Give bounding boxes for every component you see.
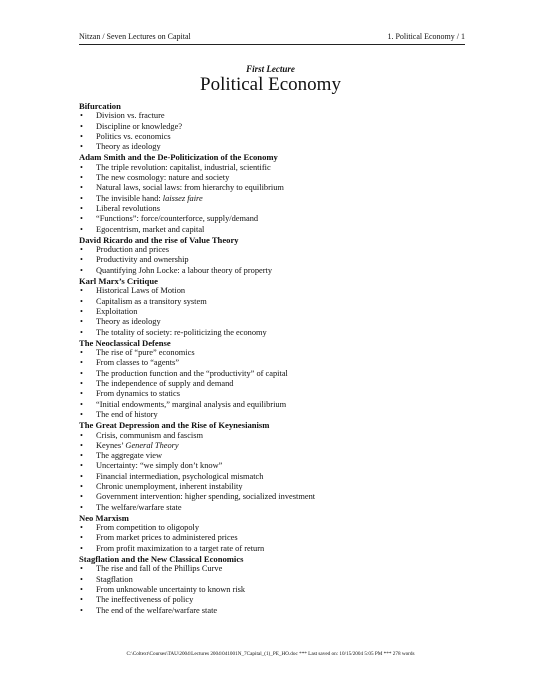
bullet-text: Egocentrism, market and capital	[96, 224, 205, 234]
bullet-text: Discipline or knowledge?	[96, 121, 183, 131]
bullet-item	[79, 297, 479, 307]
bullet-item	[79, 307, 479, 317]
bullet-text: Productivity and ownership	[96, 255, 189, 265]
bullet-item	[79, 523, 479, 533]
bullet-item	[79, 441, 479, 451]
bullet-item	[79, 245, 479, 255]
bullet-item	[79, 585, 479, 595]
lecture-number: First Lecture	[246, 64, 295, 74]
bullet-text: The invisible hand:	[96, 193, 163, 203]
bullet-item	[79, 183, 479, 193]
bullet-text: The independence of supply and demand	[96, 379, 234, 389]
bullet-italic-text: laissez faire	[162, 193, 203, 203]
bullet-list	[79, 348, 479, 420]
bullet-item	[79, 461, 479, 471]
bullet-text: Division vs. fracture	[96, 111, 165, 121]
bullet-item	[79, 389, 479, 399]
bullet-text: Politics vs. economics	[96, 131, 171, 141]
bullet-item	[79, 132, 479, 142]
bullet-item	[79, 544, 479, 554]
bullet-item	[79, 328, 479, 338]
bullet-text: The rise of “pure” economics	[96, 348, 195, 358]
outline-section	[79, 101, 479, 152]
bullet-text: Theory as ideology	[96, 142, 161, 152]
section-heading: David Ricardo and the rise of Value Theory	[79, 234, 239, 245]
bullet-item	[79, 431, 479, 441]
bullet-text: Keynes’	[96, 440, 126, 450]
bullet-item	[79, 348, 479, 358]
section-heading: The Great Depression and the Rise of Keynesianism	[79, 420, 270, 431]
bullet-list	[79, 111, 479, 152]
bullet-item	[79, 369, 479, 379]
bullet-text: The aggregate view	[96, 451, 163, 461]
outline-section	[79, 276, 479, 338]
bullet-item	[79, 214, 479, 224]
bullet-item	[79, 142, 479, 152]
bullet-text: Crisis, communism and fascism	[96, 430, 204, 440]
bullet-list	[79, 564, 479, 615]
bullet-text: The welfare/warfare state	[96, 502, 182, 512]
bullet-item	[79, 410, 479, 420]
bullet-text: The totality of society: re-politicizing the economy	[96, 327, 267, 337]
bullet-item	[79, 286, 479, 296]
bullet-item	[79, 255, 479, 265]
bullet-item	[79, 472, 479, 482]
bullet-text: “Functions”: force/counterforce, supply/demand	[96, 214, 259, 224]
bullet-text: Natural laws, social laws: from hierarchy to equilibrium	[96, 183, 284, 193]
bullet-text: From classes to “agents”	[96, 358, 180, 368]
bullet-item	[79, 606, 479, 616]
bullet-text: Uncertainty: “we simply don’t know”	[96, 461, 223, 471]
bullet-text: Quantifying John Locke: a labour theory of property	[96, 265, 273, 275]
bullet-item	[79, 163, 479, 173]
page-title: Political Economy	[200, 74, 341, 95]
bullet-item	[79, 194, 479, 204]
outline-section	[79, 420, 479, 513]
bullet-text: The rise and fall of the Phillips Curve	[96, 564, 223, 574]
bullet-item	[79, 266, 479, 276]
bullet-list	[79, 245, 479, 276]
bullet-item	[79, 173, 479, 183]
section-heading: Bifurcation	[79, 101, 121, 111]
bullet-list	[79, 286, 479, 337]
bullet-text: The end of history	[96, 409, 158, 419]
bullet-item	[79, 379, 479, 389]
bullet-text: Production and prices	[96, 245, 170, 255]
bullet-text: Government intervention: higher spending, socialized investment	[96, 492, 316, 502]
bullet-item	[79, 595, 479, 605]
bullet-text: The end of the welfare/warfare state	[96, 605, 218, 615]
bullet-item	[79, 575, 479, 585]
outline-content	[79, 101, 479, 616]
bullet-text: Historical Laws of Motion	[96, 286, 186, 296]
section-heading: Karl Marx’s Critique	[79, 276, 158, 287]
bullet-italic-text: General Theory	[125, 440, 179, 450]
bullet-list	[79, 431, 479, 513]
bullet-item	[79, 317, 479, 327]
bullet-item	[79, 492, 479, 502]
section-heading: Stagflation and the New Classical Economics	[79, 554, 244, 565]
bullet-text: Financial intermediation, psychological mismatch	[96, 471, 264, 481]
document-footer: C:\Coltext\Courses\TAU\2004\Lectures 2004\041001N_7Capital_(1)_PE_HO.doc *** Last saved on: 10/15/2004 5:05 PM *** 278 words	[126, 651, 415, 657]
bullet-text: Stagflation	[96, 574, 133, 584]
bullet-item	[79, 503, 479, 513]
section-heading: The Neoclassical Defense	[79, 337, 171, 348]
bullet-item	[79, 482, 479, 492]
bullet-text: Liberal revolutions	[96, 203, 160, 213]
bullet-text: From market prices to administered prices	[96, 533, 238, 543]
bullet-text: “Initial endowments,” marginal analysis and equilibrium	[96, 399, 287, 409]
bullet-list	[79, 163, 479, 235]
bullet-item	[79, 122, 479, 132]
bullet-item	[79, 451, 479, 461]
bullet-item	[79, 111, 479, 121]
bullet-item	[79, 358, 479, 368]
bullet-text: The triple revolution: capitalist, industrial, scientific	[96, 162, 271, 172]
bullet-list	[79, 523, 479, 554]
header-right-text: 1. Political Economy / 1	[387, 32, 465, 41]
outline-section	[79, 235, 479, 276]
outline-section	[79, 338, 479, 420]
outline-section	[79, 513, 479, 554]
section-heading: Neo Marxism	[79, 512, 129, 523]
bullet-text: From profit maximization to a target rate of return	[96, 543, 265, 553]
bullet-text: From competition to oligopoly	[96, 523, 200, 533]
bullet-text: From unknowable uncertainty to known risk	[96, 584, 246, 594]
outline-section	[79, 152, 479, 234]
bullet-text: From dynamics to statics	[96, 389, 180, 399]
bullet-item	[79, 533, 479, 543]
running-header	[79, 30, 465, 45]
bullet-text: Theory as ideology	[96, 317, 161, 327]
outline-section	[79, 554, 479, 616]
bullet-text: Capitalism as a transitory system	[96, 296, 207, 306]
bullet-item	[79, 400, 479, 410]
section-heading: Adam Smith and the De-Politicization of the Economy	[79, 152, 278, 163]
bullet-item	[79, 225, 479, 235]
bullet-text: The ineffectiveness of policy	[96, 595, 194, 605]
bullet-text: The new cosmology: nature and society	[96, 173, 230, 183]
header-left-text: Nitzan / Seven Lectures on Capital	[79, 32, 191, 41]
bullet-text: Exploitation	[96, 306, 138, 316]
bullet-text: The production function and the “productivity” of capital	[96, 368, 288, 378]
bullet-item	[79, 564, 479, 574]
bullet-text: Chronic unemployment, inherent instability	[96, 481, 243, 491]
bullet-item	[79, 204, 479, 214]
